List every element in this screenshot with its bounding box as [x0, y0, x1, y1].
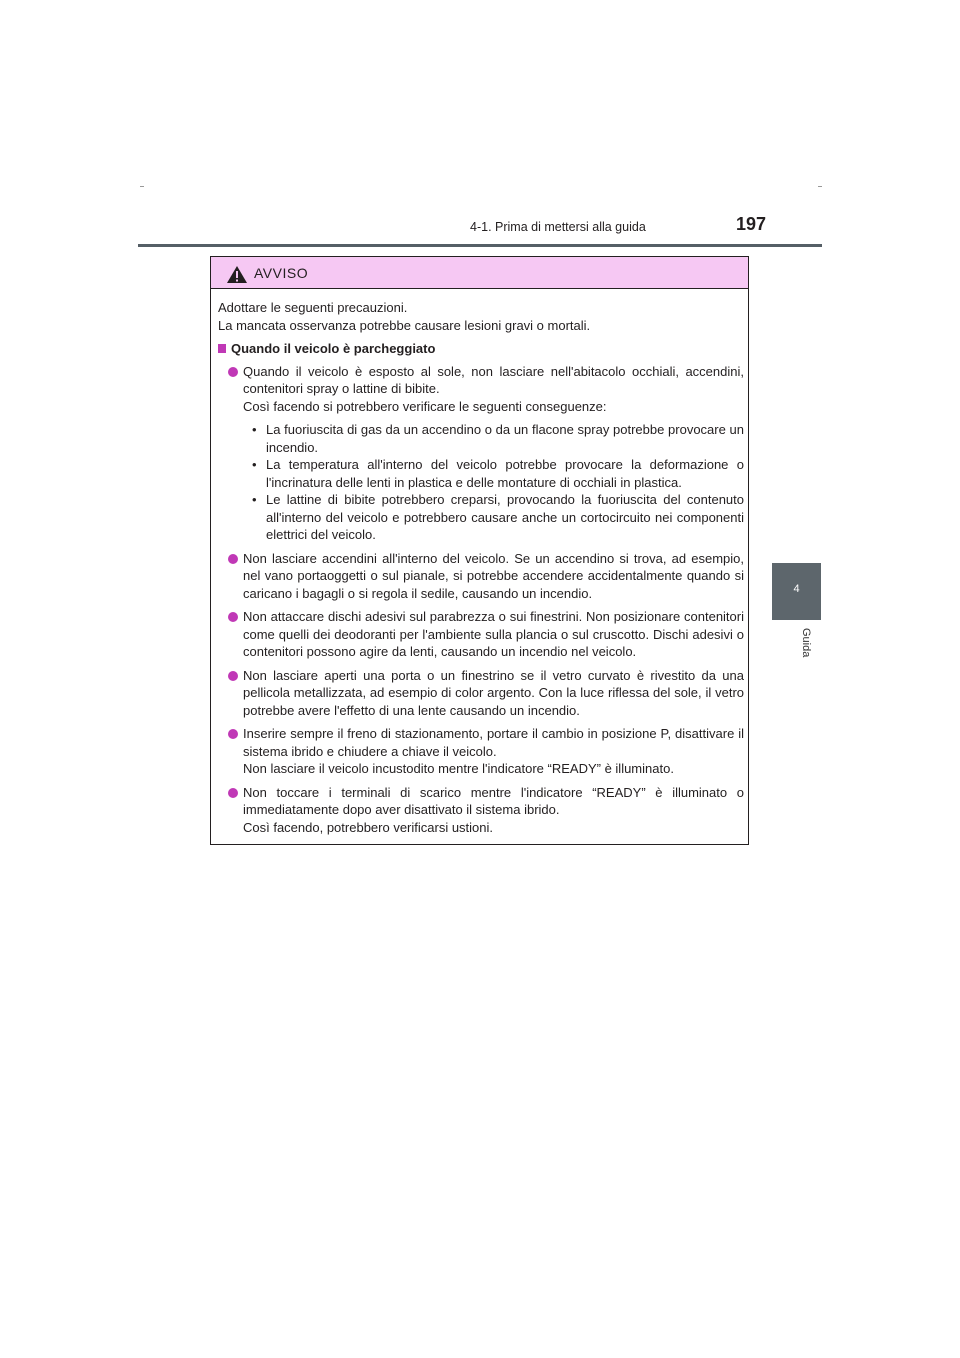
- sub-list-item: • La temperatura all'interno del veicolo potrebbe provocare la deformazione o l'incrinatura delle lenti in plastica e delle montature di occhiali in plastica.: [252, 457, 744, 490]
- sub-list-item: • La fuoriuscita di gas da un accendino o da un flacone spray potrebbe provocare un incendio.: [252, 422, 744, 455]
- circle-bullet-icon: [228, 729, 238, 739]
- circle-bullet-icon: [228, 367, 238, 377]
- list-item: [218, 363, 744, 544]
- circle-bullet-icon: [228, 554, 238, 564]
- circle-bullet-icon: [228, 612, 238, 622]
- list-item: [218, 667, 744, 720]
- circle-bullet-icon: [228, 788, 238, 798]
- list-item-text: Inserire sempre il freno di stazionamento, portare il cambio in posizione P, disattivare il sistema ibrido e chiudere a chiave il veicolo.: [243, 726, 744, 759]
- square-bullet-icon: [218, 344, 226, 353]
- section-heading: [218, 340, 744, 358]
- sub-list-item-text: La fuoriuscita di gas da un accendino o da un flacone spray potrebbe provocare un incendio.: [266, 422, 744, 455]
- intro-line: La mancata osservanza potrebbe causare lesioni gravi o mortali.: [218, 317, 591, 333]
- list-item-text: Non attaccare dischi adesivi sul parabrezza o sui finestrini. Non posizionare contenitori come quelli dei deodoranti per l'ambiente sulla plancia o sul cruscotto. Dischi adesivi o contenitori possono agire da lenti, causando un incendio nel veicolo.: [243, 609, 744, 659]
- crop-mark-left: [140, 186, 144, 187]
- list-item: [218, 784, 744, 837]
- section-heading-text: Quando il veicolo è parcheggiato: [231, 341, 436, 356]
- intro-line: Adottare le seguenti precauzioni.: [218, 300, 408, 315]
- sub-list-item: • Le lattine di bibite potrebbero creparsi, provocando la fuoriuscita del contenuto all'interno del veicolo e potrebbero causare anche un cortocircuito nei componenti elettrici del veicolo.: [252, 492, 744, 542]
- circle-bullet-icon: [228, 671, 238, 681]
- warning-header: [211, 257, 748, 289]
- list-item-text: Così facendo, potrebbero verificarsi ustioni.: [243, 819, 494, 835]
- list-item-text: Non lasciare aperti una porta o un finestrino se il vetro curvato è rivestito da una pellicola metallizzata, ad esempio di color argento. Con la luce riflessa del sole, il vetro potrebbe avere l'effetto di una lente causando un incendio.: [243, 667, 744, 718]
- list-item: [218, 608, 744, 661]
- list-item: [218, 550, 744, 603]
- warning-triangle-icon: [226, 265, 248, 284]
- sub-list: [243, 421, 744, 544]
- warning-body: [218, 299, 744, 842]
- header-section-title: 4-1. Prima di mettersi alla guida: [470, 220, 646, 234]
- list-item-text: Quando il veicolo è esposto al sole, non lasciare nell'abitacolo occhiali, accendini, contenitori spray o lattine di bibite.: [243, 363, 744, 396]
- page-number: 197: [736, 214, 767, 234]
- list-item-text: Così facendo si potrebbero verificare le seguenti conseguenze:: [243, 398, 607, 414]
- warning-intro: [218, 299, 744, 334]
- header-rule: [138, 244, 822, 247]
- chapter-tab[interactable]: [772, 563, 821, 620]
- chapter-tab-number: 4: [793, 583, 800, 595]
- sub-list-item-text: Le lattine di bibite potrebbero creparsi, provocando la fuoriuscita del contenuto all'interno del veicolo e potrebbero causare anche un cortocircuito nei componenti elettrici del veicolo.: [266, 492, 744, 542]
- warning-box: [210, 256, 749, 845]
- list-item-text: Non lasciare accendini all'interno del veicolo. Se un accendino si trova, ad esempio, nel vano portaoggetti o sul pianale, si potrebbe accendere accidentalmente quando si caricano i bagagli o si regola il sedile, causando un incendio.: [243, 550, 744, 601]
- list-item: [218, 725, 744, 778]
- sub-list-item-text: La temperatura all'interno del veicolo potrebbe provocare la deformazione o l'incrinatura delle lenti in plastica e delle montature di occhiali in plastica.: [266, 457, 744, 490]
- crop-mark-right: [818, 186, 822, 187]
- list-item-text: Non toccare i terminali di scarico mentre l'indicatore “READY” è illuminato o immediatamente dopo aver disattivato il sistema ibrido.: [243, 784, 744, 817]
- chapter-tab-label: Guida: [800, 628, 812, 658]
- list-item-text: Non lasciare il veicolo incustodito mentre l'indicatore “READY” è illuminato.: [243, 761, 674, 776]
- warning-title: AVVISO: [254, 265, 309, 281]
